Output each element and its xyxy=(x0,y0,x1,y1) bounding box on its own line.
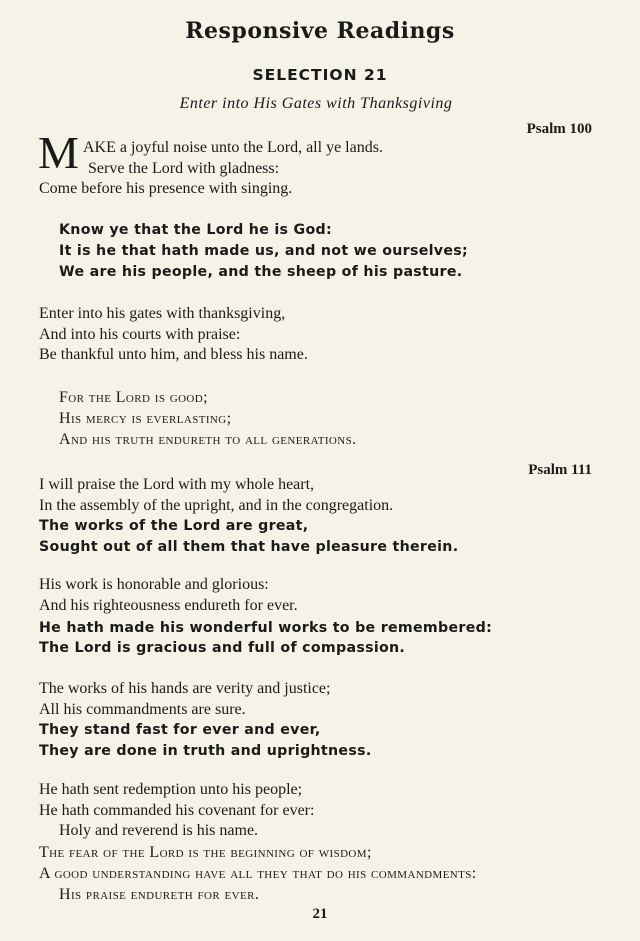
selection-subtitle: Enter into His Gates with Thanksgiving xyxy=(179,95,453,112)
response-line: We are his people, and the sheep of his pasture. xyxy=(59,264,463,280)
reading-line: Be thankful unto him, and bless his name. xyxy=(39,346,308,363)
reading-line: And his righteousness endureth for ever. xyxy=(39,597,298,614)
response-line: He hath made his wonderful works to be remembered: xyxy=(39,620,493,636)
unison-line: His mercy is everlasting; xyxy=(59,410,232,427)
unison-line: And his truth endureth to all generations. xyxy=(59,431,357,448)
reading-line: Come before his presence with singing. xyxy=(39,180,293,197)
response-line: The works of the Lord are great, xyxy=(39,518,309,534)
reading-line: The works of his hands are verity and justice; xyxy=(39,680,331,697)
psalm-reference: Psalm 111 xyxy=(528,462,592,478)
response-line: It is he that hath made us, and not we ourselves; xyxy=(59,243,468,259)
unison-line: The fear of the Lord is the beginning of wisdom; xyxy=(39,844,372,861)
unison-line: For the Lord is good; xyxy=(59,389,208,406)
response-line: Know ye that the Lord he is God: xyxy=(59,222,332,238)
unison-line: A good understanding have all they that do his commandments: xyxy=(39,865,477,882)
page-header: Responsive Readings xyxy=(185,18,455,44)
drop-cap: M xyxy=(38,127,79,178)
response-line: They are done in truth and uprightness. xyxy=(39,743,372,759)
psalm-reference: Psalm 100 xyxy=(526,121,592,137)
reading-line: Holy and reverend is his name. xyxy=(59,822,259,839)
selection-label: SELECTION 21 xyxy=(252,66,388,84)
reading-line: I will praise the Lord with my whole heart, xyxy=(39,476,315,493)
page-number: 21 xyxy=(312,906,328,922)
reading-line: AKE a joyful noise unto the Lord, all ye lands. xyxy=(83,139,383,156)
response-line: The Lord is gracious and full of compassion. xyxy=(39,640,406,656)
reading-line: Enter into his gates with thanksgiving, xyxy=(39,305,286,322)
reading-line: He hath commanded his covenant for ever: xyxy=(39,802,315,819)
reading-line: His work is honorable and glorious: xyxy=(39,576,269,593)
reading-line: And into his courts with praise: xyxy=(39,326,241,343)
reading-line: He hath sent redemption unto his people; xyxy=(39,781,303,798)
response-line: Sought out of all them that have pleasure therein. xyxy=(39,539,459,555)
reading-line: Serve the Lord with gladness: xyxy=(88,160,280,177)
response-line: They stand fast for ever and ever, xyxy=(39,722,321,738)
reading-line: All his commandments are sure. xyxy=(39,701,246,718)
unison-line: His praise endureth for ever. xyxy=(59,886,260,903)
reading-line: In the assembly of the upright, and in the congregation. xyxy=(39,497,394,514)
